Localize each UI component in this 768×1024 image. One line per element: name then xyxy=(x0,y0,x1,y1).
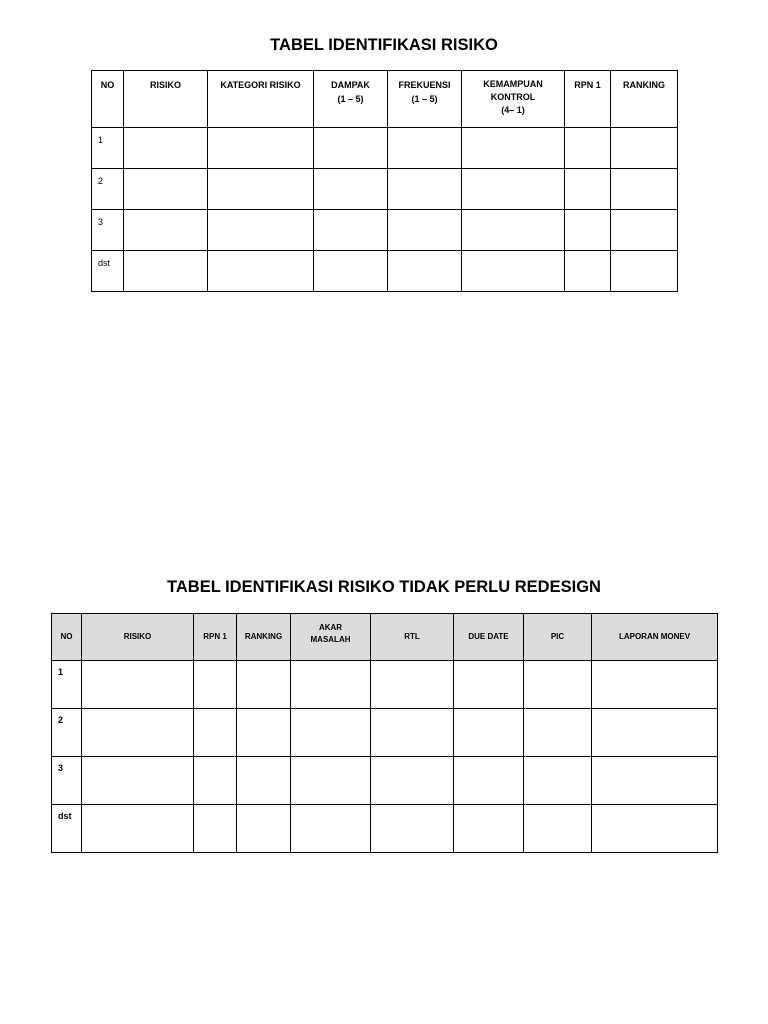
table2-header-rpn1: RPN 1 xyxy=(194,614,237,661)
kemampuan-kontrol-range: (4– 1) xyxy=(501,105,525,115)
table2-header-ranking: RANKING xyxy=(237,614,291,661)
table-row xyxy=(52,757,718,805)
table1-header-frekuensi: FREKUENSI (1 – 5) xyxy=(388,71,462,128)
table1-header-risiko: RISIKO xyxy=(124,71,208,128)
table1-row-no: 3 xyxy=(92,210,124,251)
table1-header-kategori-risiko: KATEGORI RISIKO xyxy=(208,71,314,128)
table2-header-laporan-monev: LAPORAN MONEV xyxy=(592,614,718,661)
table2-header-rtl: RTL xyxy=(371,614,454,661)
table1-header-rpn1: RPN 1 xyxy=(565,71,611,128)
risk-identification-table xyxy=(91,70,678,292)
table2-header-risiko: RISIKO xyxy=(82,614,194,661)
table1-header-row xyxy=(92,71,678,128)
table-row xyxy=(92,169,678,210)
table1-row-no: 2 xyxy=(92,169,124,210)
table1-row-no: 1 xyxy=(92,128,124,169)
table-row xyxy=(52,709,718,757)
dampak-range: (1 – 5) xyxy=(337,94,364,104)
table2-row-no: 3 xyxy=(52,757,82,805)
table2-title: TABEL IDENTIFIKASI RISIKO TIDAK PERLU REDESIGN xyxy=(167,578,601,596)
table-row xyxy=(92,210,678,251)
table1-row-no: dst xyxy=(92,251,124,292)
table-row xyxy=(92,128,678,169)
table2-header-no: NO xyxy=(52,614,82,661)
table1-title: TABEL IDENTIFIKASI RISIKO xyxy=(270,36,498,54)
table1-header-no: NO xyxy=(92,71,124,128)
table2-header-pic: PIC xyxy=(524,614,592,661)
table2-header-akar-masalah: AKAR MASALAH xyxy=(291,614,371,661)
table2-header-due-date: DUE DATE xyxy=(454,614,524,661)
risk-no-redesign-table xyxy=(51,613,718,853)
table1-header-ranking: RANKING xyxy=(611,71,678,128)
table-row xyxy=(52,661,718,709)
table1-header-dampak: DAMPAK (1 – 5) xyxy=(314,71,388,128)
table2-header-row xyxy=(52,614,718,661)
table1-header-kemampuan-kontrol: KEMAMPUAN KONTROL (4– 1) xyxy=(462,71,565,128)
frekuensi-range: (1 – 5) xyxy=(411,94,438,104)
table-row xyxy=(52,805,718,853)
table2-row-no: 2 xyxy=(52,709,82,757)
table2-row-no: dst xyxy=(52,805,82,853)
table2-row-no: 1 xyxy=(52,661,82,709)
table-row xyxy=(92,251,678,292)
